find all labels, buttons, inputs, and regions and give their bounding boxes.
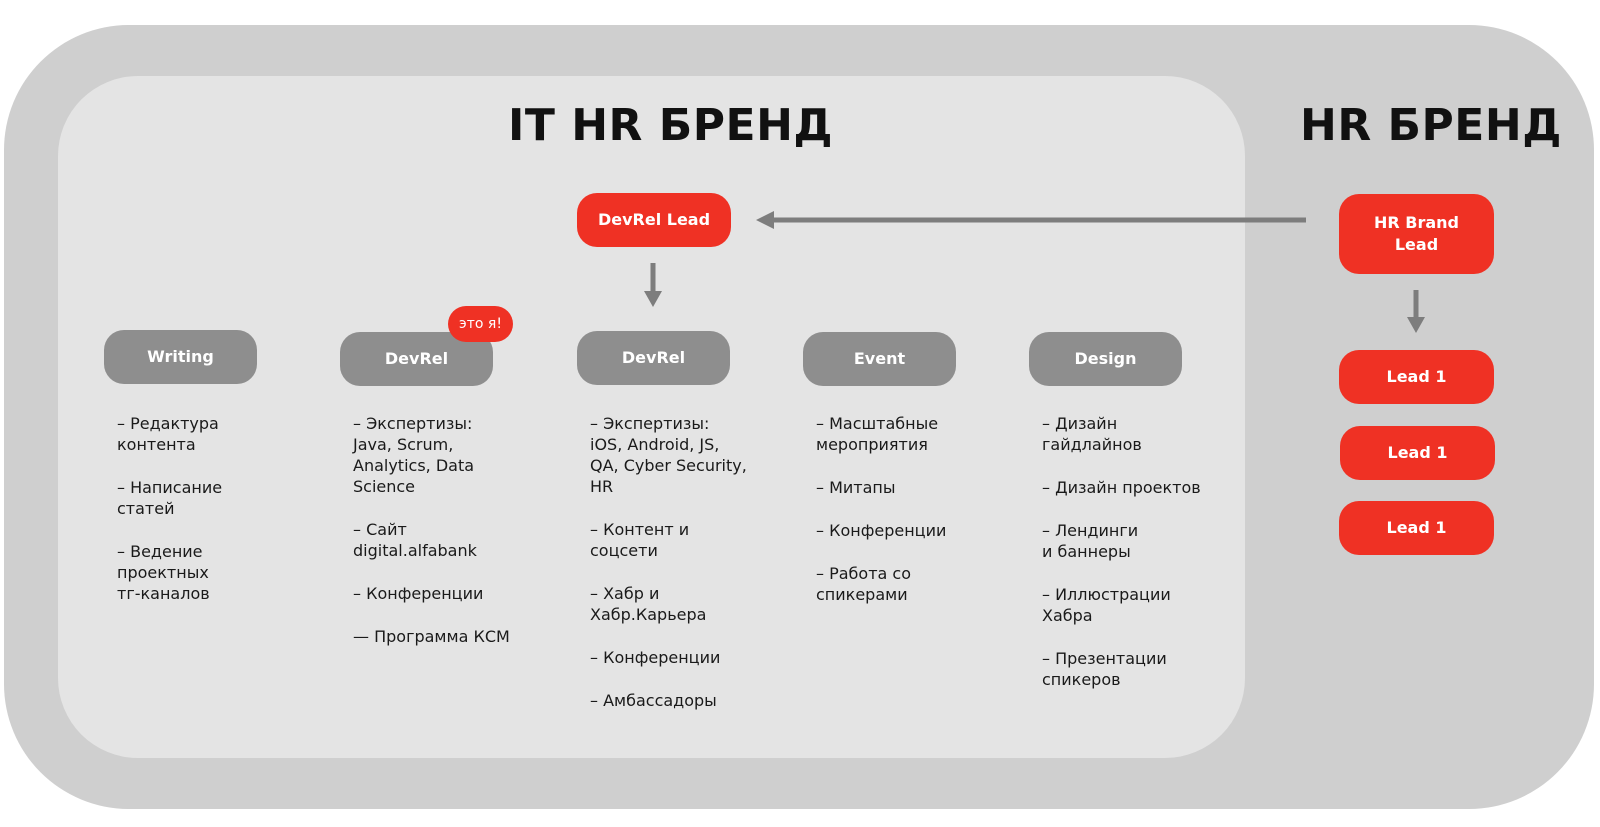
hr-brand-title: HR БРЕНД [1300,100,1562,151]
list-item: – Редактура контента [117,414,219,454]
devrel-1-duties-list [353,413,510,669]
list-item: – Дизайн проектов [1042,478,1201,497]
list-item: — Программа КСМ [353,627,510,646]
list-item: – Экспертизы: iOS, Android, JS, QA, Cyber Security, HR [590,414,747,496]
list-item: – Написание статей [117,478,223,518]
list-item: – Контент и соцсети [590,520,690,560]
hr-brand-lead-node: HR Brand Lead [1339,194,1494,274]
design-node: Design [1029,332,1182,386]
lead-node: Lead 1 [1340,426,1495,480]
arrow-head-down-1 [644,291,662,307]
list-item: – Конференции [353,584,484,603]
devrel-node-2: DevRel [577,331,730,385]
devrel-2-duties-list [590,413,747,733]
it-hr-brand-title: IT HR БРЕНД [508,100,834,151]
lead-node: Lead 1 [1339,501,1494,555]
devrel-lead-node: DevRel Lead [577,193,731,247]
lead-node: Lead 1 [1339,350,1494,404]
list-item: – Конференции [816,521,947,540]
devrel-node-1: DevRel [340,332,493,386]
writing-duties-list [117,413,222,626]
list-item: – Хабр и Хабр.Карьера [590,584,707,624]
writing-node: Writing [104,330,257,384]
list-item: – Лендинги и баннеры [1042,521,1139,561]
list-item: – Ведение проектных тг-каналов [117,542,210,603]
this-is-me-badge: это я! [448,306,513,342]
list-item: – Иллюстрации Хабра [1042,585,1171,625]
list-item: – Презентации спикеров [1042,649,1167,689]
list-item: – Дизайн гайдлайнов [1042,414,1142,454]
list-item: – Сайт digital.alfabank [353,520,477,560]
event-duties-list [816,413,946,627]
arrow-head-left [756,211,774,229]
list-item: – Амбассадоры [590,691,717,710]
list-item: – Работа со спикерами [816,564,911,604]
design-duties-list [1042,413,1201,712]
list-item: – Митапы [816,478,896,497]
arrow-head-down-2 [1407,317,1425,333]
list-item: – Экспертизы: Java, Scrum, Analytics, Data Science [353,414,475,496]
event-node: Event [803,332,956,386]
list-item: – Масштабные мероприятия [816,414,939,454]
list-item: – Конференции [590,648,721,667]
